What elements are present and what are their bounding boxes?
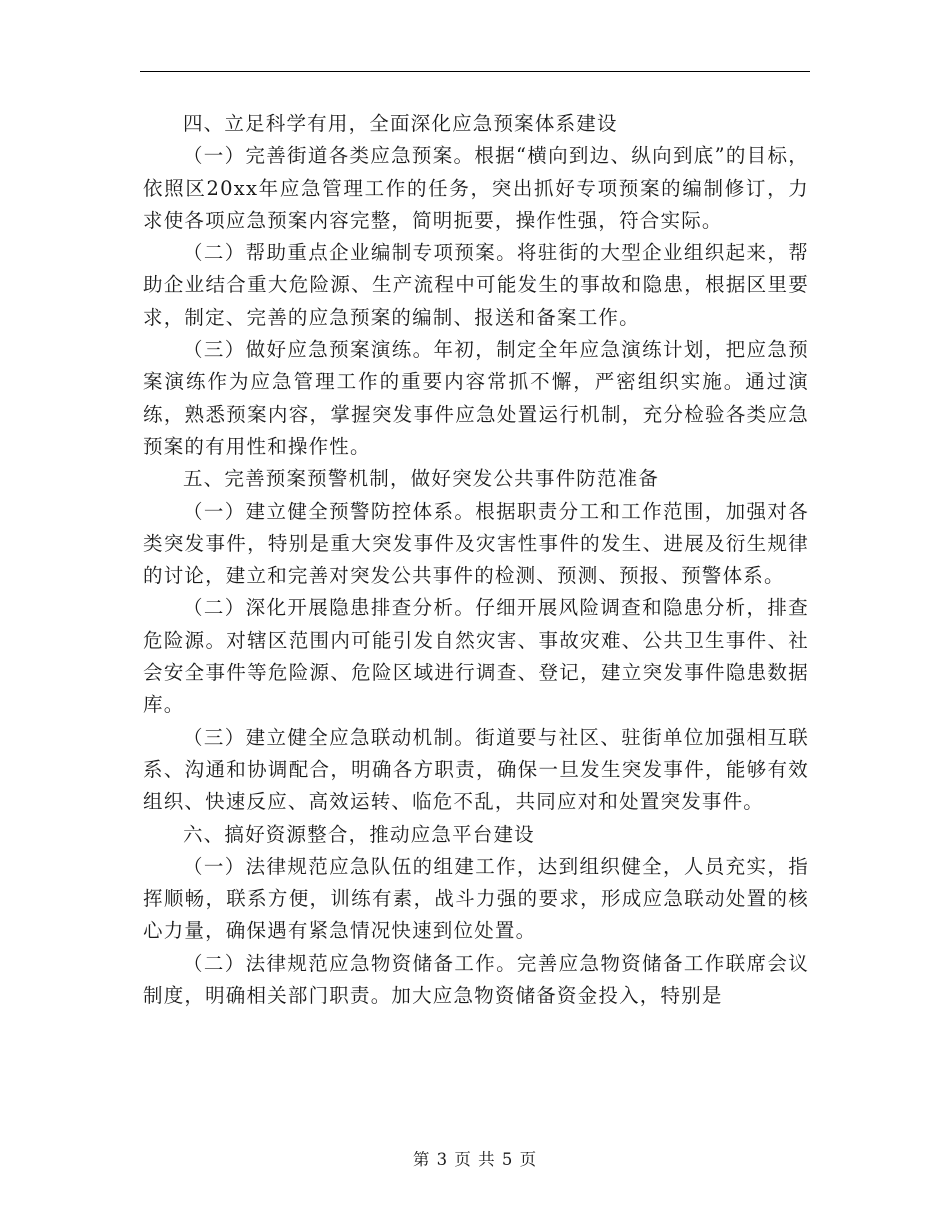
- paragraph-5-2: （二）深化开展隐患排查分析。仔细开展风险调查和隐患分析，排查危险源。对辖区范围内可能引发自然灾害、事故灾难、公共卫生事件、社会安全事件等危险源、危险区域进行调查、登记，建立突发事件隐患数据库。: [143, 596, 809, 717]
- paragraph-4-1: （一）完善街道各类应急预案。根据“横向到边、纵向到底”的目标，依照区20xx年应急管理工作的任务，突出抓好专项预案的编制修订，力求使各项应急预案内容完整，简明扼要，操作性强，符合实际。: [143, 144, 809, 232]
- paragraph-5-1: （一）建立健全预警防控体系。根据职责分工和工作范围，加强对各类突发事件，特别是重大突发事件及灾害性事件的发生、进展及衍生规律的讨论，建立和完善对突发公共事件的检测、预测、预报、预警体系。: [143, 499, 809, 588]
- page-number: 第 3 页 共 5 页: [412, 1150, 538, 1169]
- section-heading-6: 六、搞好资源整合，推动应急平台建设: [182, 822, 535, 846]
- paragraph-6-2: （二）法律规范应急物资储备工作。完善应急物资储备工作联席会议制度，明确相关部门职责。加大应急物资储备资金投入，特别是: [143, 951, 809, 1008]
- paragraph-6-1: （一）法律规范应急队伍的组建工作，达到组织健全，人员充实，指挥顺畅，联系方便，训练有素，战斗力强的要求，形成应急联动处置的核心力量，确保遇有紧急情况快速到位处置。: [143, 854, 809, 943]
- section-heading-5: 五、完善预案预警机制，做好突发公共事件防范准备: [182, 467, 660, 491]
- section-heading-4: 四、立足科学有用，全面深化应急预案体系建设: [182, 112, 618, 135]
- document-body: [143, 108, 809, 1012]
- paragraph-4-2: （二）帮助重点企业编制专项预案。将驻街的大型企业组织起来，帮助企业结合重大危险源、生产流程中可能发生的事故和隐患，根据区里要求，制定、完善的应急预案的编制、报送和备案工作。: [143, 241, 809, 329]
- paragraph-5-3: （三）建立健全应急联动机制。街道要与社区、驻街单位加强相互联系、沟通和协调配合，明确各方职责，确保一旦发生突发事件，能够有效组织、快速反应、高效运转、临危不乱，共同应对和处置突发事件。: [143, 725, 809, 814]
- page-footer: [0, 1146, 950, 1170]
- header-rule: [140, 71, 810, 72]
- paragraph-4-3: （三）做好应急预案演练。年初，制定全年应急演练计划，把应急预案演练作为应急管理工作的重要内容常抓不懈，严密组织实施。通过演练，熟悉预案内容，掌握突发事件应急处置运行机制，充分检验各类应急预案的有用性和操作性。: [143, 338, 809, 458]
